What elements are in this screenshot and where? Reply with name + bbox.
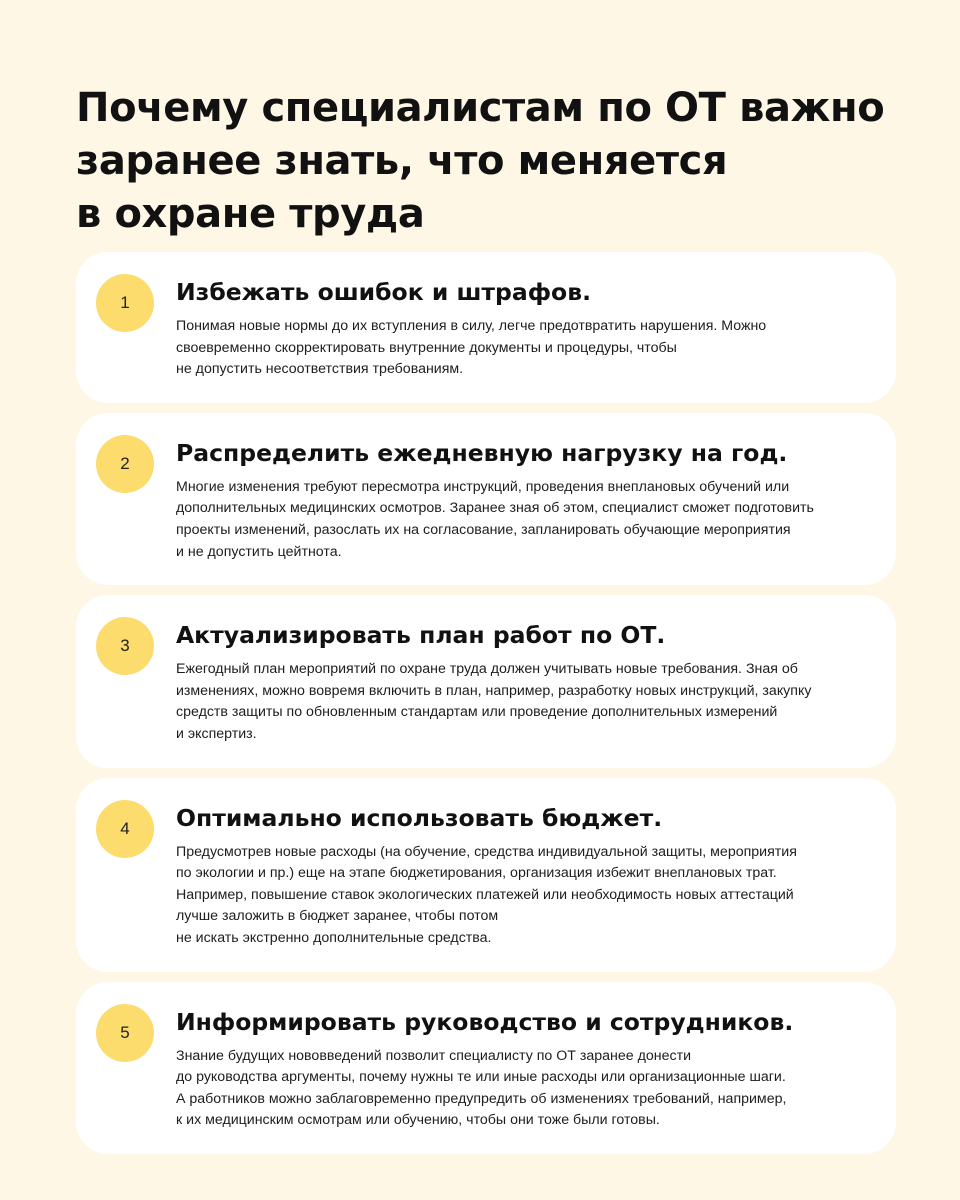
card-body (176, 477, 872, 563)
reason-card-2 (76, 413, 896, 585)
body-line: и экспертиз. (176, 725, 257, 742)
card-body (176, 316, 872, 381)
body-line: Знание будущих нововведений позволит специалисту по ОТ заранее донести (176, 1047, 692, 1064)
body-line: изменениях, можно вовремя включить в план, например, разработку новых инструкций, закупку (176, 682, 812, 699)
reasons-list (76, 252, 896, 1164)
body-line: не допустить несоответствия требованиям. (176, 361, 464, 378)
card-heading: Избежать ошибок и штрафов. (176, 278, 591, 306)
page-title (76, 82, 916, 241)
card-heading: Оптимально использовать бюджет. (176, 803, 663, 832)
reason-card-4 (76, 778, 896, 972)
number-badge: 1 (96, 274, 154, 332)
card-body (176, 659, 872, 745)
title-line: в охране труда (76, 191, 425, 237)
body-line: Предусмотрев новые расходы (на обучение, средства индивидуальной защиты, мероприятия (176, 843, 797, 860)
body-line: проекты изменений, разослать их на согласование, запланировать обучающие мероприятия (176, 521, 791, 538)
title-line: заранее знать, что меняется (76, 138, 728, 184)
body-line: средств защиты по обновленным стандартам или проведение дополнительных измерений (176, 704, 778, 721)
title-line: Почему специалистам по ОТ важно (76, 85, 885, 131)
reason-card-5 (76, 982, 896, 1154)
body-line: Понимая новые нормы до их вступления в силу, легче предотвратить нарушения. Можно (176, 318, 767, 334)
body-line: не искать экстренно дополнительные средства. (176, 929, 492, 946)
body-line: дополнительных медицинских осмотров. Заранее зная об этом, специалист сможет подготовить (176, 500, 814, 517)
body-line: Ежегодный план мероприятий по охране труда должен учитывать новые требования. Зная об (176, 661, 798, 678)
card-heading: Информировать руководство и сотрудников. (176, 1007, 794, 1036)
reason-card-3 (76, 595, 896, 767)
number-badge: 4 (96, 800, 154, 858)
body-line: по экологии и пр.) еще на этапе бюджетирования, организация избежит внеплановых трат. (176, 865, 777, 882)
body-line: Например, повышение ставок экологических платежей или необходимость новых аттестаций (176, 886, 794, 903)
number-badge: 3 (96, 617, 154, 675)
body-line: к их медицинским осмотрам или обучению, чтобы они тоже были готовы. (176, 1112, 660, 1129)
number-badge: 5 (96, 1004, 154, 1062)
body-line: лучше заложить в бюджет заранее, чтобы потом (176, 908, 499, 925)
body-line: и не допустить цейтнота. (176, 543, 342, 560)
card-body (176, 1046, 872, 1132)
body-line: Многие изменения требуют пересмотра инструкций, проведения внеплановых обучений или (176, 478, 790, 495)
card-body (176, 842, 872, 950)
body-line: своевременно скорректировать внутренние документы и процедуры, чтобы (176, 339, 677, 356)
card-heading: Актуализировать план работ по ОТ. (176, 621, 666, 650)
card-heading: Распределить ежедневную нагрузку на год. (176, 438, 788, 467)
body-line: до руководства аргументы, почему нужны те или иные расходы или организационные шаги. (176, 1069, 786, 1086)
reason-card-1 (76, 252, 896, 403)
body-line: А работников можно заблаговременно предупредить об изменениях требований, например, (176, 1090, 787, 1107)
number-badge: 2 (96, 435, 154, 493)
